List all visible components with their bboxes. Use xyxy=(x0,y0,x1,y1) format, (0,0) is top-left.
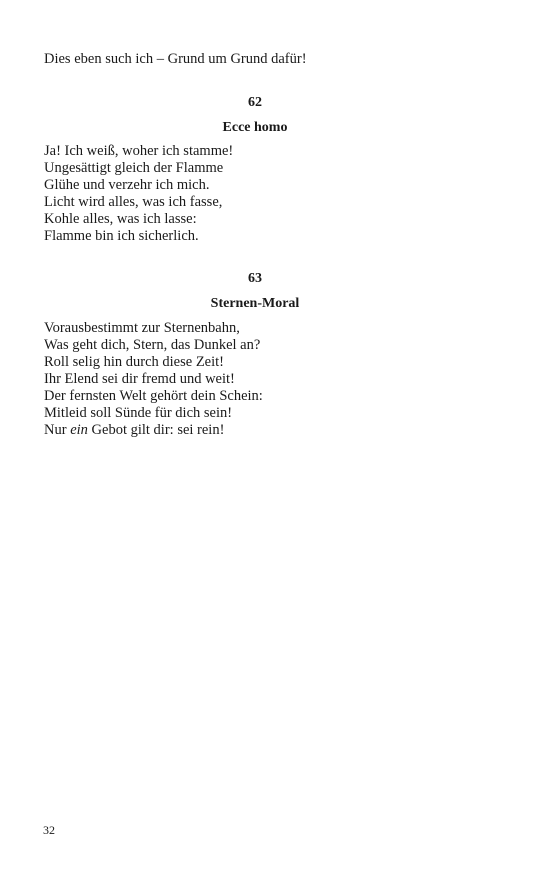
poem-62-stanza xyxy=(44,143,233,245)
verse-line: Flamme bin ich sicherlich. xyxy=(44,228,199,244)
poem-number-62: 62 xyxy=(248,95,262,110)
verse-line: Roll selig hin durch diese Zeit! xyxy=(44,354,225,370)
page-number: 32 xyxy=(43,823,55,837)
verse-line: Kohle alles, was ich lasse: xyxy=(44,211,197,227)
poem-63-stanza xyxy=(44,320,263,439)
verse-line: Ihr Elend sei dir fremd und weit! xyxy=(44,371,235,387)
verse-line: Glühe und verzehr ich mich. xyxy=(44,177,210,193)
verse-line: Ja! Ich weiß, woher ich stamme! xyxy=(44,143,234,159)
verse-line-last xyxy=(44,422,263,439)
verse-line: Licht wird alles, was ich fasse, xyxy=(44,194,223,210)
poem-number-63: 63 xyxy=(248,271,262,286)
verse-line: Mitleid soll Sünde für dich sein! xyxy=(44,405,233,421)
opening-line: Dies eben such ich – Grund um Grund dafür! xyxy=(44,51,307,67)
poem-title-ecce-homo: Ecce homo xyxy=(222,120,288,135)
verse-text: Gebot gilt dir: sei rein! xyxy=(87,422,225,438)
emphasized-word: ein xyxy=(70,422,88,438)
verse-line: Vorausbestimmt zur Sternenbahn, xyxy=(44,320,240,336)
verse-text: Nur xyxy=(44,422,71,438)
verse-line: Ungesättigt gleich der Flamme xyxy=(44,160,224,176)
verse-line: Der fernsten Welt gehört dein Schein: xyxy=(44,388,263,404)
poem-title-sternen-moral: Sternen-Moral xyxy=(210,296,300,311)
verse-line: Was geht dich, Stern, das Dunkel an? xyxy=(44,337,261,353)
